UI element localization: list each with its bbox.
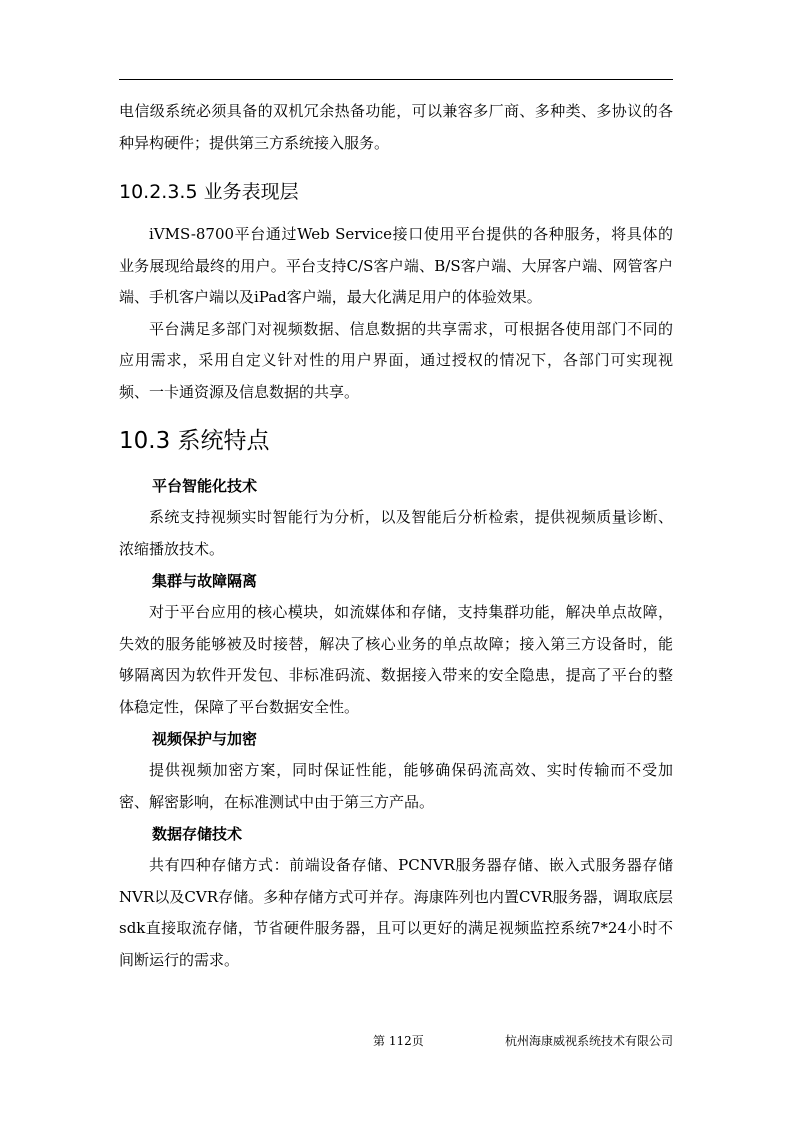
feature-text-storage: 共有四种存储方式：前端设备存储、PCNVR服务器存储、嵌入式服务器存储NVR以及CVR存储。多种存储方式可并存。海康阵列也内置CVR服务器，调取底层sdk直接取流存储，节省硬件服务器，且可以更好的满足视频监控系统7*24小时不间断运行的需求。 [119,856,673,969]
feature-title-encryption: 视频保护与加密 [152,730,258,748]
header-rule [119,79,673,80]
feature-text-encryption: 提供视频加密方案，同时保证性能，能够确保码流高效、实时传输而不受加密、解密影响，在标准测试中由于第三方产品。 [119,761,673,811]
feature-text-intelligent: 系统支持视频实时智能行为分析，以及智能后分析检索，提供视频质量诊断、浓缩播放技术。 [119,508,673,558]
feature-title-intelligent: 平台智能化技术 [152,477,258,495]
feature-text-cluster: 对于平台应用的核心模块，如流媒体和存储，支持集群功能，解决单点故障，失效的服务能够被及时接替，解决了核心业务的单点故障；接入第三方设备时，能够隔离因为软件开发包、非标准码流、数据接入带来的安全隐患，提高了平台的整体稳定性，保障了平台数据安全性。 [119,603,673,716]
feature-title-storage: 数据存储技术 [152,825,243,843]
page-footer [119,1031,673,1051]
heading-system-features: 10.3 系统特点 [119,428,270,454]
page-number: 第 112页 [373,1034,424,1048]
feature-title-cluster: 集群与故障隔离 [152,572,258,590]
company-name: 杭州海康威视系统技术有限公司 [504,1034,673,1048]
page-content [119,96,673,976]
paragraph-sharing: 平台满足多部门对视频数据、信息数据的共享需求，可根据各使用部门不同的应用需求，采用自定义针对性的用户界面，通过授权的情况下，各部门可实现视频、一卡通资源及信息数据的共享。 [119,319,673,401]
heading-business-layer: 10.2.3.5 业务表现层 [119,181,299,203]
paragraph-intro: 电信级系统必须具备的双机冗余热备功能，可以兼容多厂商、多种类、多协议的各种异构硬件；提供第三方系统接入服务。 [119,102,673,152]
paragraph-ivms: iVMS-8700平台通过Web Service接口使用平台提供的各种服务，将具体的业务展现给最终的用户。平台支持C/S客户端、B/S客户端、大屏客户端、网管客户端、手机客户端以及iPad客户端，最大化满足用户的体验效果。 [119,225,673,306]
